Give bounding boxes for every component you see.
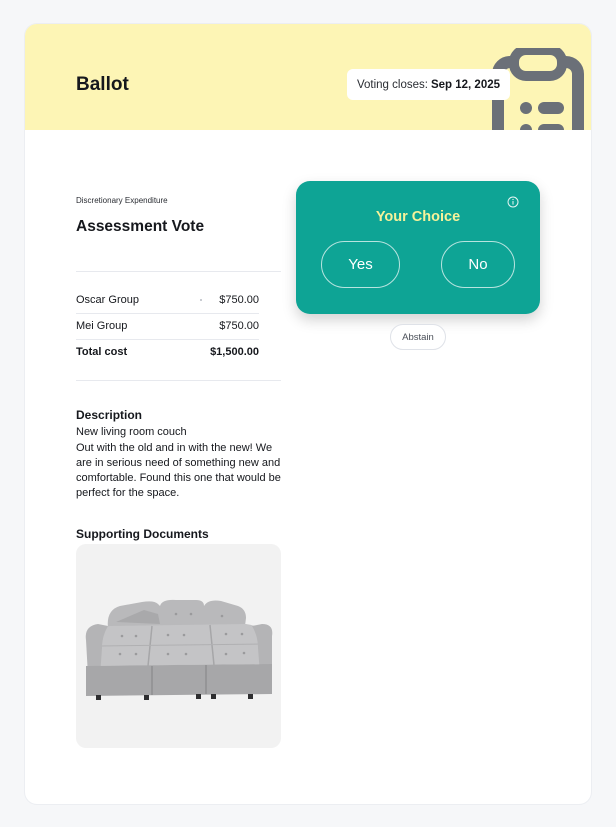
total-amount: $1,500.00 [210, 346, 259, 358]
vote-no-button[interactable]: No [441, 241, 515, 288]
cost-row-name: Mei Group [76, 320, 128, 332]
voting-closes-label: Voting closes: [356, 78, 428, 91]
voting-closes-date: Sep 12, 2025 [430, 78, 501, 91]
separator-dot [200, 299, 202, 301]
supporting-document-thumbnail[interactable] [76, 544, 281, 748]
voting-closes-badge [347, 69, 510, 100]
total-label: Total cost [76, 346, 128, 358]
couch-image [76, 544, 281, 748]
total-row [76, 339, 259, 365]
ballot-card [25, 24, 591, 804]
your-choice-title: Your Choice [375, 209, 461, 225]
proposal-category: Discretionary Expenditure [76, 196, 168, 205]
abstain-button[interactable]: Abstain [390, 324, 446, 350]
your-choice-panel [296, 181, 540, 314]
cost-row-amount: $750.00 [219, 294, 259, 306]
divider [76, 271, 281, 272]
cost-row [76, 287, 259, 313]
cost-row [76, 313, 259, 339]
proposal-title: Assessment Vote [76, 218, 205, 235]
vote-yes-button[interactable]: Yes [321, 241, 400, 288]
documents-heading: Supporting Documents [76, 527, 209, 541]
cost-row-name: Oscar Group [76, 294, 139, 306]
cost-row-amount: $750.00 [219, 320, 259, 332]
ballot-header [25, 24, 591, 130]
info-icon[interactable] [507, 196, 519, 208]
description-body: Out with the old and in with the new! We are in serious need of something new and comfortable. Found this one that would be perfect for the space. [76, 442, 281, 499]
description-title: New living room couch [76, 426, 187, 438]
page-title: Ballot [76, 74, 129, 95]
divider [76, 380, 281, 381]
description-heading: Description [76, 408, 143, 422]
